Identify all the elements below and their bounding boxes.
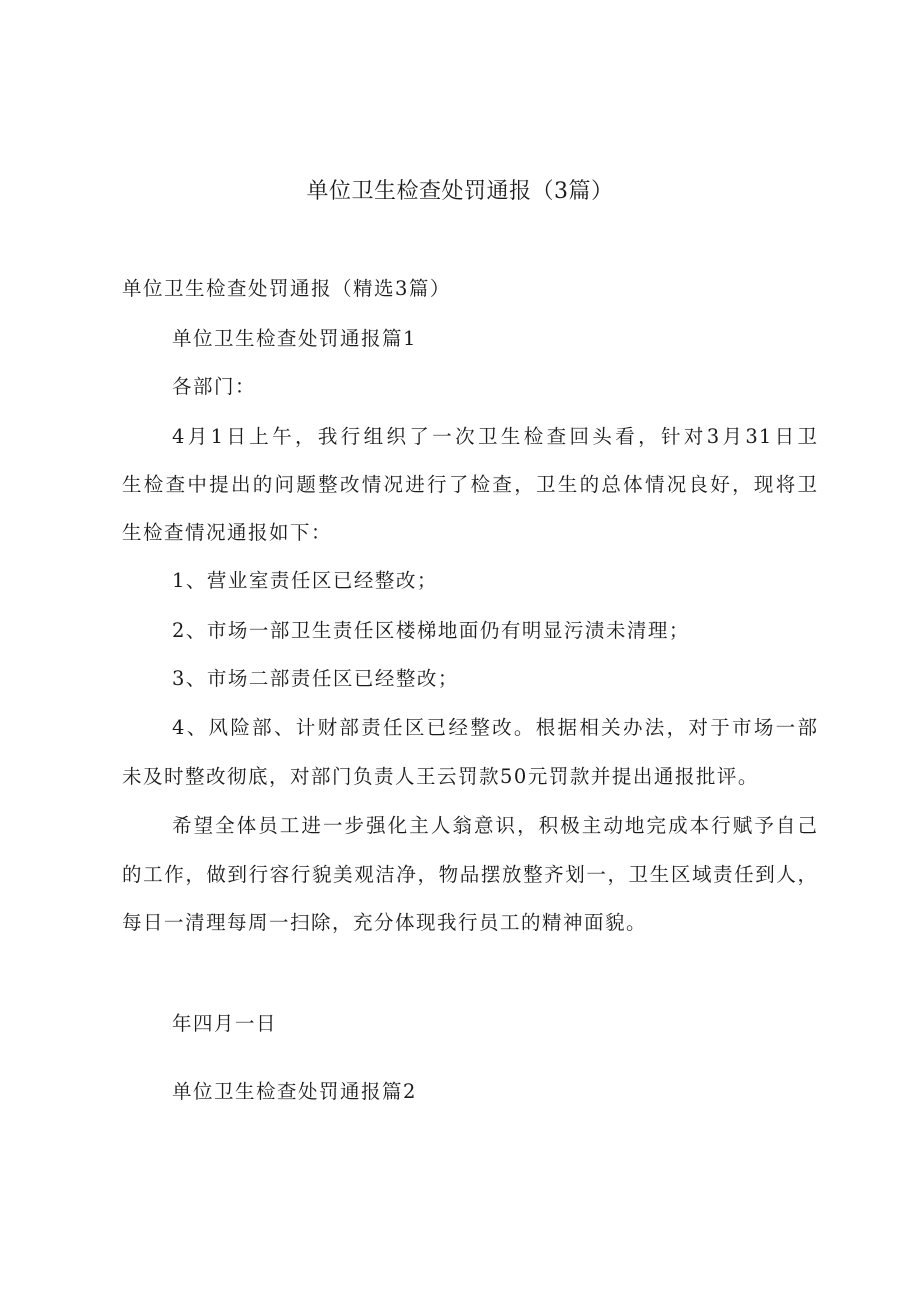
salutation: 各部门：	[172, 375, 257, 398]
section-1-heading: 单位卫生检查处罚通报篇1	[172, 327, 417, 350]
list-item-1: 1、营业室责任区已经整改；	[172, 569, 438, 592]
date-line: 年四月一日	[172, 1012, 278, 1035]
paragraph-2-line-2: 的工作，做到行容行貌美观洁净，物品摆放整齐划一，卫生区域责任到人，	[122, 863, 818, 886]
list-item-4-line-1: 4、风险部、计财部责任区已经整改。根据相关办法，对于市场一部	[172, 716, 818, 739]
list-item-3: 3、市场二部责任区已经整改；	[172, 667, 459, 690]
paragraph-1-line-1: 4月1日上午，我行组织了一次卫生检查回头看，针对3月31日卫	[172, 425, 818, 448]
list-item-4-line-2: 未及时整改彻底，对部门负责人王云罚款50元罚款并提出通报批评。	[122, 765, 759, 788]
list-item-2: 2、市场一部卫生责任区楼梯地面仍有明显污渍未清理；	[172, 619, 690, 642]
section-2-heading: 单位卫生检查处罚通报篇2	[172, 1080, 417, 1103]
paragraph-1-line-2: 生检查中提出的问题整改情况进行了检查，卫生的总体情况良好，现将卫	[122, 473, 818, 496]
paragraph-1-line-3: 生检查情况通报如下：	[122, 521, 333, 544]
document-subtitle: 单位卫生检查处罚通报（精选3篇）	[122, 277, 451, 300]
paragraph-2-line-3: 每日一清理每周一扫除，充分体现我行员工的精神面貌。	[122, 911, 648, 934]
document-title: 单位卫生检查处罚通报（3篇）	[306, 179, 614, 204]
paragraph-2-line-1: 希望全体员工进一步强化主人翁意识，积极主动地完成本行赋予自己	[172, 814, 818, 837]
